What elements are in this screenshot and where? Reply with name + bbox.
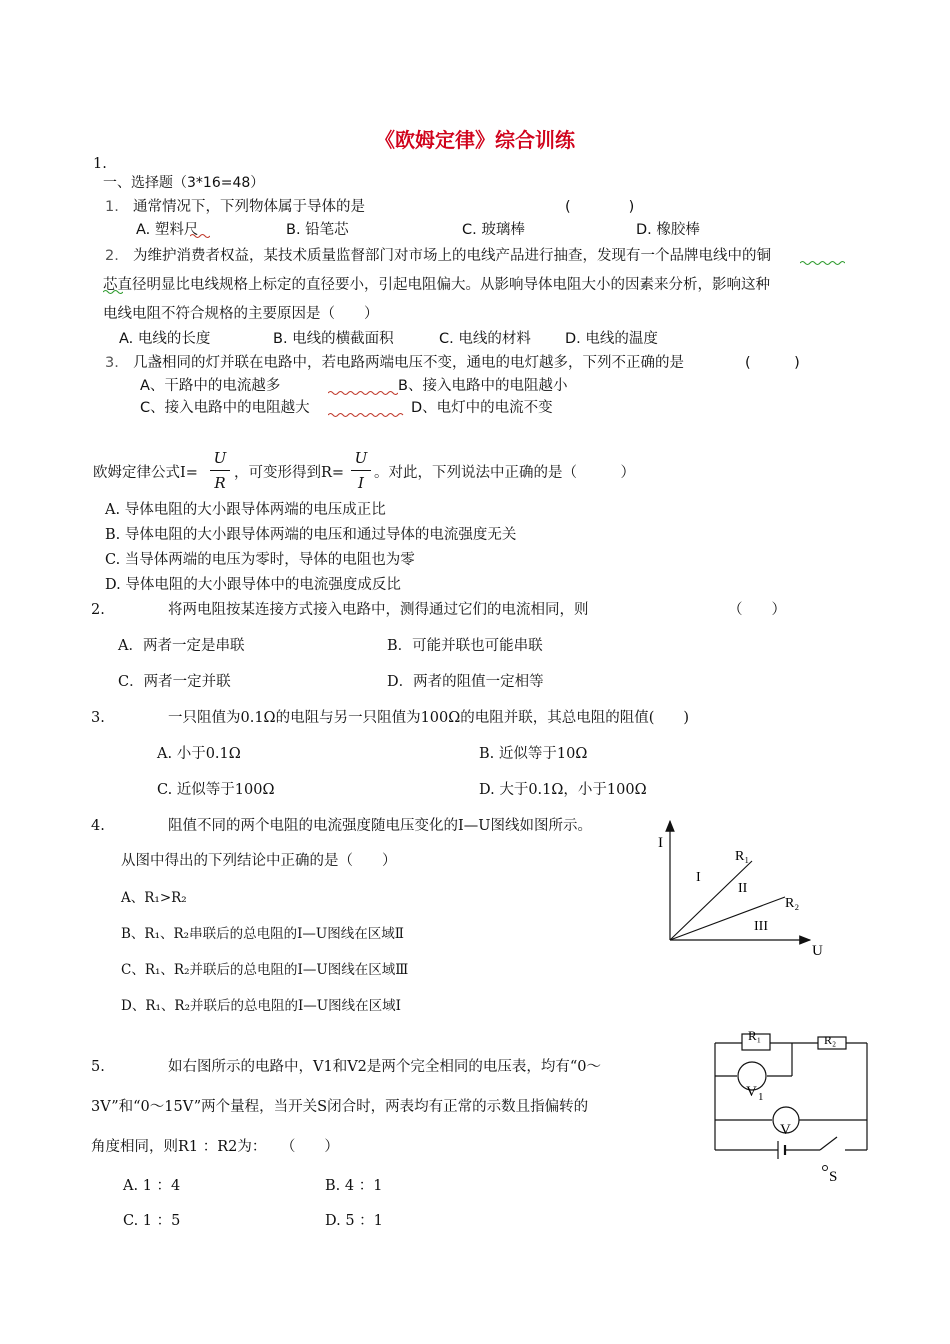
circuit-v1-label: V [746, 1084, 757, 1100]
p3-option-d: D. 大于0.1Ω，小于100Ω [479, 782, 647, 798]
y-axis-label: I [658, 835, 663, 851]
p3-stem: 一只阻值为0.1Ω的电阻与另一只阻值为100Ω的电阻并联，其总电阻的阻值( ) [168, 710, 690, 726]
q3-number: 3. [105, 355, 119, 371]
circuit-r1-label: R₁ [748, 1028, 762, 1043]
p2-option-d: D．两者的阻值一定相等 [387, 674, 544, 690]
switch-terminal-icon [823, 1166, 828, 1171]
q2-option-a: A. 电线的长度 [119, 331, 211, 347]
p4-option-b: B、R₁、R₂串联后的总电阻的I—U图线在区域Ⅱ [121, 926, 404, 942]
section-header: 一、选择题（3*16=48） [103, 175, 265, 191]
q2-option-b: B. 电线的横截面积 [273, 331, 394, 347]
fraction2-numerator: U [354, 449, 368, 467]
fraction1-bar [210, 470, 230, 471]
circuit-v1-subscript: 1 [758, 1091, 764, 1103]
q1-option-a-text: A. 塑料尺 [136, 222, 199, 238]
p4-stem2: 从图中得出的下列结论中正确的是（ ） [121, 853, 397, 869]
document-title: 《欧姆定律》综合训练 [375, 128, 575, 152]
ohm-middle: ，可变形得到R= [234, 465, 345, 481]
region-1-label: I [696, 870, 701, 885]
p5-number: 5. [91, 1059, 105, 1075]
p2-number: 2. [91, 602, 105, 618]
q2-option-d: D. 电线的温度 [565, 331, 658, 347]
p2-option-a: A．两者一定是串联 [118, 638, 245, 654]
q3-stem: 几盏相同的灯并联在电路中，若电路两端电压不变，通电的电灯越多，下列不正确的是 [133, 355, 684, 371]
p5-option-c: C. 1 ：5 [123, 1213, 181, 1229]
p5-option-b: B. 4 ：1 [325, 1178, 383, 1194]
region-3-label: III [754, 919, 768, 934]
q2-line3: 电线电阻不符合规格的主要原因是（ ） [103, 306, 379, 322]
line-r1 [670, 861, 752, 940]
q3-option-a: A、干路中的电流越多 [140, 378, 281, 394]
r2-label: R₂ [785, 896, 800, 911]
ohm-suffix: 。对此，下列说法中正确的是（ ） [374, 465, 635, 481]
circuit-switch-label: S [829, 1169, 838, 1185]
p4-stem: 阻值不同的两个电阻的电流强度随电压变化的I—U图线如图所示。 [168, 818, 592, 834]
q1-option-b: B. 铅笔芯 [286, 222, 349, 238]
spellcheck-underline-green [800, 260, 845, 266]
ohm-option-d: D. 导体电阻的大小跟导体中的电流强度成反比 [105, 577, 401, 593]
ohm-option-a: A. 导体电阻的大小跟导体两端的电压成正比 [105, 502, 386, 518]
p3-option-b: B. 近似等于10Ω [479, 746, 588, 762]
q1-answer-paren: ( ) [565, 199, 635, 215]
fraction2-denominator: I [358, 474, 364, 492]
spellcheck-underline [190, 233, 210, 239]
p5-option-a: A. 1 ：4 [123, 1178, 181, 1194]
q1-number: 1. [105, 199, 119, 215]
q2-line2: 芯直径明显比电线规格上标定的直径要小，引起电阻偏大。从影响导体电阻大小的因素来分析，影响这种 [103, 277, 770, 293]
circuit-diagram [705, 1020, 880, 1190]
ohm-prefix: 欧姆定律公式I= [93, 465, 198, 481]
spellcheck-underline-q3a [328, 390, 398, 396]
fraction1-numerator: U [213, 449, 227, 467]
region-2-label: II [738, 881, 748, 896]
switch-blade [820, 1137, 837, 1150]
top-number: 1. [93, 156, 107, 172]
q3-option-c: C、接入电路中的电阻越大 [140, 400, 310, 416]
p2-option-c: C．两者一定并联 [118, 674, 231, 690]
p3-option-c: C. 近似等于100Ω [157, 782, 275, 798]
p2-answer-paren: （ ） [728, 602, 786, 618]
fraction2-bar [351, 470, 371, 471]
q1-option-c: C. 玻璃棒 [462, 222, 525, 238]
p4-option-c: C、R₁、R₂并联后的总电阻的I—U图线在区域Ⅲ [121, 962, 409, 978]
q2-option-c: C. 电线的材料 [439, 331, 531, 347]
spellcheck-underline-green-2 [103, 289, 123, 295]
q3-answer-paren: ( ) [745, 355, 800, 371]
q1-option-d: D. 橡胶棒 [636, 222, 700, 238]
p5-line1: 如右图所示的电路中，V1和V2是两个完全相同的电压表，均有“0～ [168, 1059, 602, 1075]
iu-graph [650, 815, 835, 965]
q2-line1: 为维护消费者权益，某技术质量监督部门对市场上的电线产品进行抽查，发现有一个品牌电线中的铜 [133, 248, 771, 264]
x-axis-label: U [812, 943, 823, 959]
p3-number: 3. [91, 710, 105, 726]
p5-line2: 3V”和“0～15V”两个量程，当开关S闭合时，两表均有正常的示数且指偏转的 [91, 1099, 589, 1115]
q1-stem: 通常情况下，下列物体属于导体的是 [133, 199, 365, 215]
q3-option-d: D、电灯中的电流不变 [411, 400, 553, 416]
p2-stem: 将两电阻按某连接方式接入电路中，测得通过它们的电流相同，则 [168, 602, 589, 618]
p4-option-a: A、R₁>R₂ [121, 890, 187, 906]
p4-number: 4. [91, 818, 105, 834]
spellcheck-underline-q3c [328, 412, 406, 418]
p3-option-a: A. 小于0.1Ω [157, 746, 241, 762]
ohm-option-c: C. 当导体两端的电压为零时，导体的电阻也为零 [105, 552, 415, 568]
p5-option-d: D. 5 ：1 [325, 1213, 383, 1229]
circuit-r2-label: R₂ [824, 1033, 837, 1047]
ohm-option-b: B. 导体电阻的大小跟导体两端的电压和通过导体的电流强度无关 [105, 527, 517, 543]
q3-option-b: B、接入电路中的电阻越小 [398, 378, 568, 394]
q2-number: 2. [105, 248, 119, 264]
fraction1-denominator: R [214, 474, 226, 492]
r1-label: R₁ [735, 849, 750, 864]
circuit-v2-label: V [780, 1122, 791, 1138]
p4-option-d: D、R₁、R₂并联后的总电阻的I—U图线在区域Ⅰ [121, 998, 402, 1014]
p5-line3: 角度相同，则R1 ：R2为： （ ） [91, 1139, 339, 1155]
p2-option-b: B．可能并联也可能串联 [387, 638, 543, 654]
